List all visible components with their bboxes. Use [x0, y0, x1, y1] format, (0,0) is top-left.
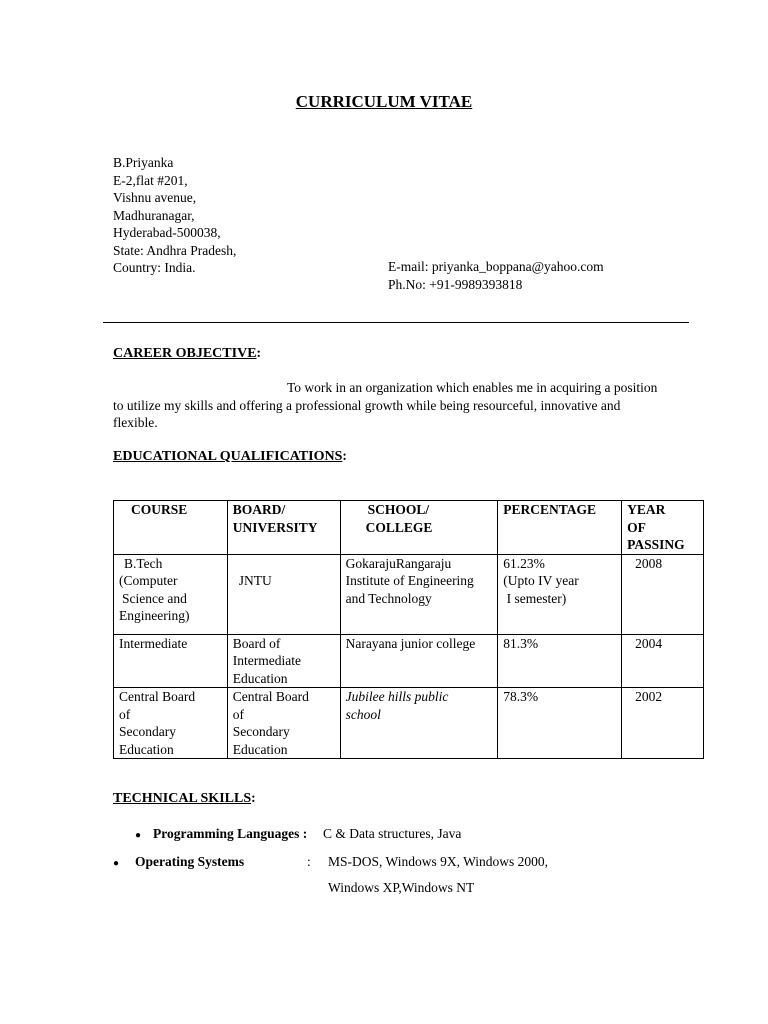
skill-separator: :: [307, 854, 311, 869]
career-objective-text: [113, 379, 663, 432]
cell-board: JNTU: [227, 554, 340, 634]
skill-label: Operating Systems: [135, 854, 245, 869]
cell-year: 2002: [622, 688, 704, 759]
heading-colon: :: [342, 448, 347, 463]
address-line: Vishnu avenue,: [113, 190, 197, 205]
cell-board: Board of Intermediate Education: [227, 634, 340, 688]
bullet-icon: ●: [135, 830, 142, 841]
cell-percentage: 78.3%: [498, 688, 622, 759]
cell-course: B.Tech (Computer Science and Engineering): [114, 554, 228, 634]
cell-year: 2008: [622, 554, 704, 634]
objective-paragraph: To work in an organization which enables me in acquiring a position to utilize my skills and offering a professional growth while being resourceful, innovative and flexible.: [113, 380, 658, 430]
address-line: Madhuranagar,: [113, 207, 195, 223]
address-line: Country: India.: [113, 260, 196, 275]
address-line: Hyderabad-500038,: [113, 225, 221, 240]
table-row: [114, 634, 704, 688]
skill-item: [135, 826, 461, 842]
page-title: CURRICULUM VITAE: [295, 92, 473, 111]
section-heading: TECHNICAL SKILLS: [113, 791, 252, 806]
address-line: State: Andhra Pradesh,: [113, 242, 237, 258]
cell-percentage: 81.3%: [498, 634, 622, 688]
address-line: B.Priyanka: [113, 155, 174, 170]
cell-school: Jubilee hills public school: [340, 688, 498, 759]
section-heading: EDUCATIONAL QUALIFICATIONS: [113, 449, 343, 464]
address-line: E-2,flat #201,: [113, 172, 188, 188]
cell-board: Central Board of Secondary Education: [227, 688, 340, 759]
cell-school: Narayana junior college: [340, 634, 498, 688]
heading-colon: :: [256, 345, 262, 360]
technical-skills-heading: [113, 790, 256, 807]
skill-value: MS-DOS, Windows 9X, Windows 2000,: [328, 854, 549, 869]
bullet-icon: ●: [113, 858, 120, 869]
contact-block: [388, 258, 604, 293]
skill-item: [113, 854, 548, 870]
table-row: [114, 688, 704, 759]
skill-label: Programming Languages :: [153, 826, 308, 841]
table-row: [114, 554, 704, 634]
skill-value-continued: Windows XP,Windows NT: [328, 880, 475, 895]
header-percentage: PERCENTAGE: [498, 501, 622, 555]
header-board: BOARD/ UNIVERSITY: [227, 501, 340, 555]
email-text: E-mail: priyanka_boppana@yahoo.com: [388, 259, 604, 274]
address-block: [113, 154, 236, 277]
horizontal-divider: [103, 322, 689, 323]
skill-value: C & Data structures, Java: [323, 826, 462, 841]
section-heading: CAREER OBJECTIVE: [113, 346, 257, 361]
cell-year: 2004: [622, 634, 704, 688]
header-year: YEAR OF PASSING: [622, 501, 704, 555]
cell-school: GokarajuRangaraju Institute of Engineering and Technology: [340, 554, 498, 634]
cell-course: Central Board of Secondary Education: [114, 688, 228, 759]
education-table: [113, 500, 704, 759]
heading-colon: :: [251, 790, 256, 805]
header-school: SCHOOL/ COLLEGE: [340, 501, 498, 555]
phone-text: Ph.No: +91-9989393818: [388, 276, 523, 292]
career-objective-heading: [113, 345, 261, 362]
cell-percentage: 61.23% (Upto IV year I semester): [498, 554, 622, 634]
header-course: COURSE: [114, 501, 228, 555]
education-heading: [113, 448, 347, 465]
table-header-row: [114, 501, 704, 555]
cell-course: Intermediate: [114, 634, 228, 688]
